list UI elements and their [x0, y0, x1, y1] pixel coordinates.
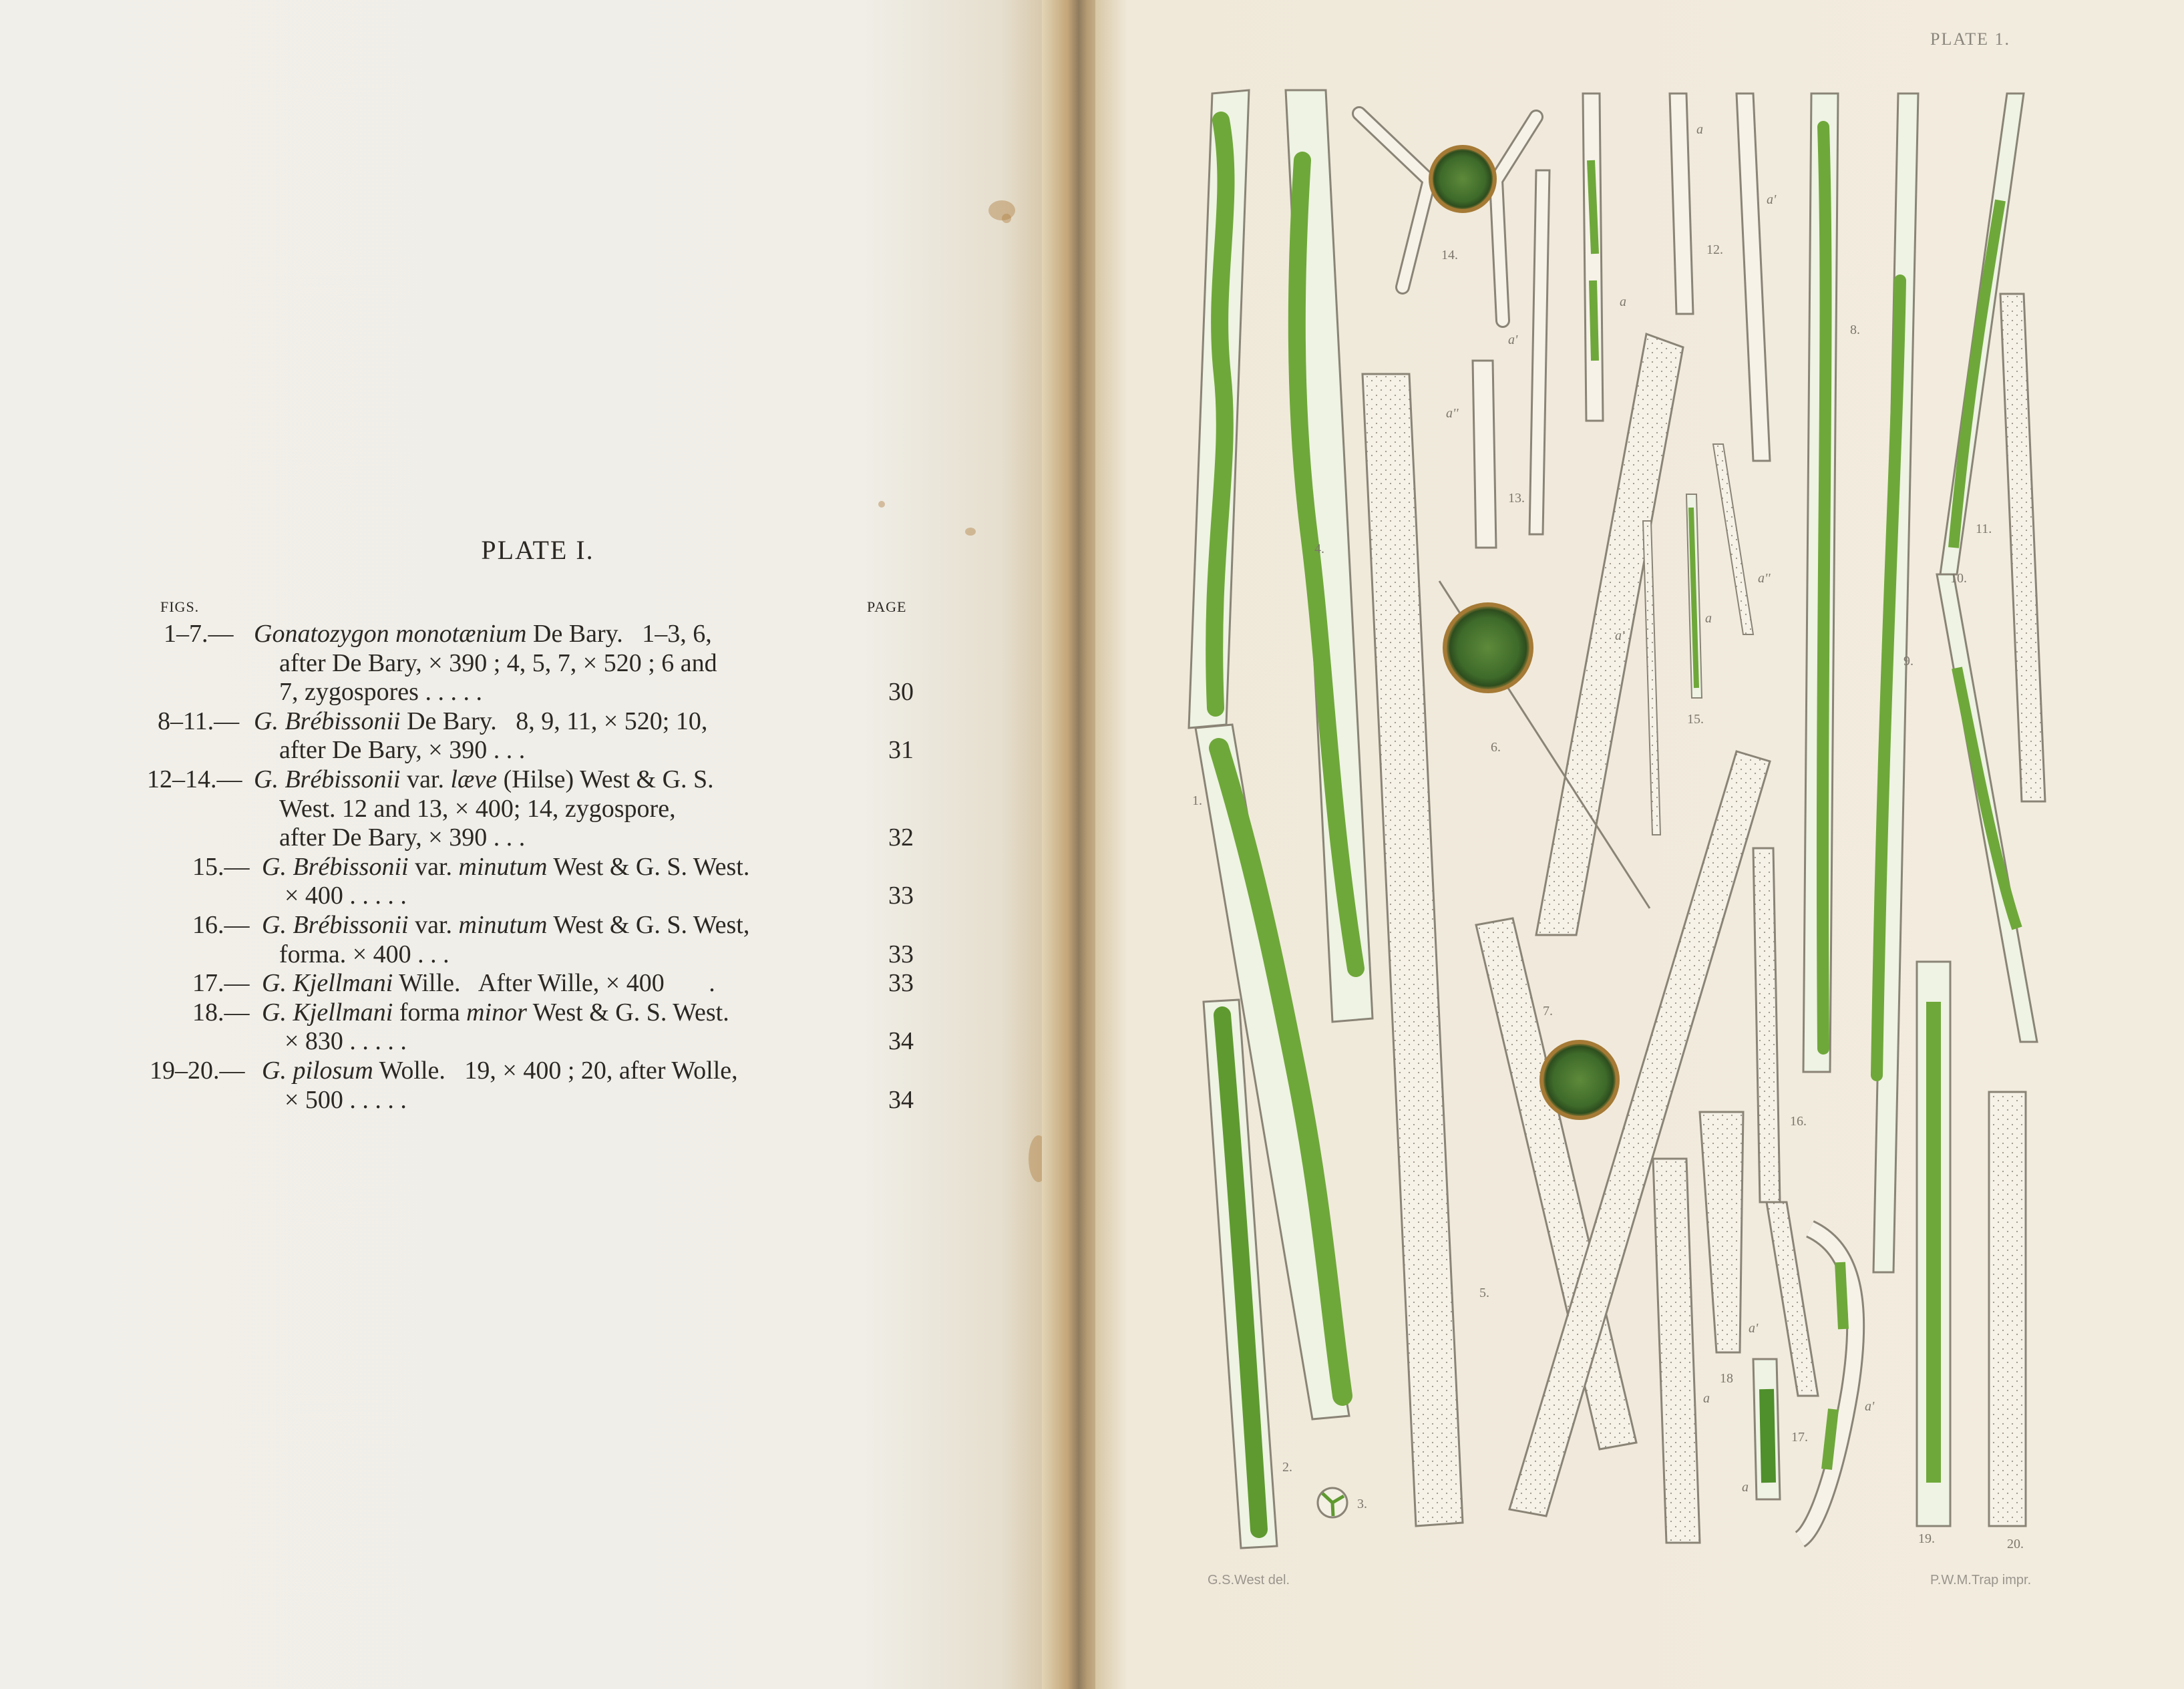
fig12-cells — [1670, 93, 1770, 461]
plate-entry — [134, 853, 935, 911]
figure-number: 16. — [1790, 1114, 1807, 1129]
entry-line — [134, 998, 935, 1028]
figure-number: 1. — [1192, 793, 1202, 808]
entry-line — [134, 707, 935, 737]
page-number: 34 — [888, 1027, 914, 1056]
entry-line — [134, 1057, 935, 1086]
cell-label: a' — [1767, 192, 1777, 207]
entry-text: West. 12 and 13, × 400; 14, zygospore, — [279, 794, 676, 823]
fig19-filament — [1917, 962, 1950, 1526]
cell-label: a'' — [1446, 406, 1459, 421]
entry-line — [134, 969, 935, 998]
entry-line — [134, 911, 935, 940]
plate-entry — [134, 765, 935, 853]
plate-entry — [134, 1057, 935, 1115]
figure-number: 5. — [1479, 1286, 1489, 1300]
entry-text: after De Bary, × 390 . . . — [279, 823, 526, 852]
fig14-conjugation — [1359, 114, 1536, 321]
entry-line — [134, 678, 935, 707]
entry-line — [134, 620, 935, 649]
entry-line — [134, 1086, 935, 1115]
entry-figs: 18.— — [192, 998, 250, 1026]
entry-figs: 8–11.— — [158, 707, 240, 735]
entry-line — [134, 795, 935, 824]
fig5-cell — [1362, 374, 1463, 1526]
figs-column-header: FIGS. — [160, 598, 200, 615]
entry-text: forma. × 400 . . . — [279, 940, 449, 968]
entry-line — [134, 736, 935, 765]
entry-text: 7, zygospores . . . . . — [279, 678, 482, 707]
left-page — [0, 0, 1075, 1689]
foxing-stain — [878, 501, 885, 508]
cell-label: a'' — [1758, 571, 1771, 586]
entry-text: after De Bary, × 390 . . . — [279, 736, 526, 765]
page-number: 32 — [888, 823, 914, 852]
figure-number: 3. — [1357, 1497, 1367, 1511]
cell-label: a — [1696, 122, 1703, 137]
page-number: 31 — [888, 736, 914, 765]
cell-label: a' — [1749, 1321, 1759, 1336]
figure-number: 10. — [1950, 571, 1967, 586]
figure-number: 7. — [1543, 1004, 1553, 1018]
entry-line — [134, 940, 935, 970]
genus-name: Gonatozygon monotænium — [254, 620, 527, 648]
figure-number: 6. — [1491, 740, 1501, 755]
entry-text: × 500 . . . . . — [285, 1085, 407, 1114]
entry-figs: 17.— — [192, 969, 250, 998]
cell-label: a' — [1615, 628, 1625, 643]
figure-number: 20. — [2007, 1537, 2024, 1551]
entry-text: G. Kjellmani Wille. After Wille, × 400 . — [262, 969, 715, 998]
figure-number: 12. — [1706, 242, 1723, 257]
entry-text: G. Brébissonii De Bary. 8, 9, 11, × 520; 10, — [254, 707, 708, 735]
cell-label: a — [1742, 1480, 1749, 1495]
foxing-stain — [1002, 214, 1011, 223]
plate-explanation-list — [134, 620, 935, 1115]
entry-figs: 15.— — [192, 852, 250, 881]
fig20-cell — [1989, 1092, 2026, 1526]
plate-illustration — [1095, 0, 2184, 1689]
cell-label: a — [1620, 295, 1626, 309]
entry-text: × 830 . . . . . — [285, 1027, 407, 1056]
entry-figs: 19–20.— — [150, 1056, 245, 1085]
fig11-cell — [2000, 294, 2045, 801]
entry-figs: 16.— — [192, 910, 250, 939]
cell-label: a — [1705, 611, 1712, 626]
figure-number: 4. — [1314, 542, 1324, 556]
figure-number: 11. — [1976, 522, 1992, 536]
artist-credit: G.S.West del. — [1208, 1573, 1290, 1587]
figure-number: 9. — [1903, 654, 1914, 669]
page-number: 33 — [888, 969, 914, 998]
entry-line — [134, 1027, 935, 1057]
figure-number: 8. — [1850, 323, 1860, 337]
fig3-cross-section — [1318, 1488, 1347, 1517]
cell-label: a' — [1865, 1399, 1875, 1414]
cell-label: a' — [1508, 333, 1518, 347]
entry-text: G. Brébissonii var. læve (Hilse) West & G. S. — [254, 765, 714, 793]
entry-line — [134, 853, 935, 882]
entry-figs: 12–14.— — [147, 765, 242, 793]
cell-label: a — [1703, 1391, 1710, 1406]
fig18-cell — [1653, 1159, 1700, 1543]
entry-line — [134, 649, 935, 679]
fig9-filament — [1873, 93, 1918, 1272]
plate-heading: PLATE I. — [481, 535, 594, 565]
fig8-filament — [1803, 93, 1838, 1072]
figure-number: 14. — [1441, 248, 1458, 262]
page-column-header: PAGE — [867, 598, 907, 615]
entry-text: Gonatozygon monotænium De Bary. 1–3, 6, — [254, 620, 712, 648]
fig13-cells — [1473, 93, 1603, 548]
page-number: 33 — [888, 882, 914, 910]
entry-line — [134, 882, 935, 911]
page-number: 34 — [888, 1085, 914, 1114]
entry-text: × 400 . . . . . — [285, 882, 407, 910]
plate-entry — [134, 911, 935, 969]
plate-entry — [134, 620, 935, 707]
entry-text: G. Kjellmani forma minor West & G. S. West. — [262, 998, 729, 1026]
plate-entry — [134, 707, 935, 765]
plate-label: PLATE 1. — [1930, 29, 2010, 49]
figure-number: 15. — [1687, 712, 1704, 727]
entry-text: G. pilosum Wolle. 19, × 400 ; 20, after Wolle, — [262, 1056, 738, 1085]
page-number: 33 — [888, 940, 914, 968]
plate-entry — [134, 969, 935, 998]
entry-text: G. Brébissonii var. minutum West & G. S. West, — [262, 910, 750, 939]
figure-number: 2. — [1282, 1460, 1292, 1475]
entry-line — [134, 765, 935, 795]
figure-number: 19. — [1918, 1531, 1935, 1546]
plate-entry — [134, 998, 935, 1057]
page-number: 30 — [888, 678, 914, 707]
entry-line — [134, 823, 935, 853]
entry-text: G. Brébissonii var. minutum West & G. S. West. — [262, 852, 750, 881]
entry-figs: 1–7.— — [164, 620, 234, 648]
printer-credit: P.W.M.Trap impr. — [1930, 1573, 2032, 1587]
figure-number: 13. — [1508, 491, 1525, 506]
figure-number: 18 — [1720, 1371, 1733, 1386]
figure-number: 17. — [1791, 1430, 1808, 1445]
entry-text: after De Bary, × 390 ; 4, 5, 7, × 520 ; 6 and — [279, 648, 717, 677]
fig4-filament — [1286, 90, 1373, 1022]
